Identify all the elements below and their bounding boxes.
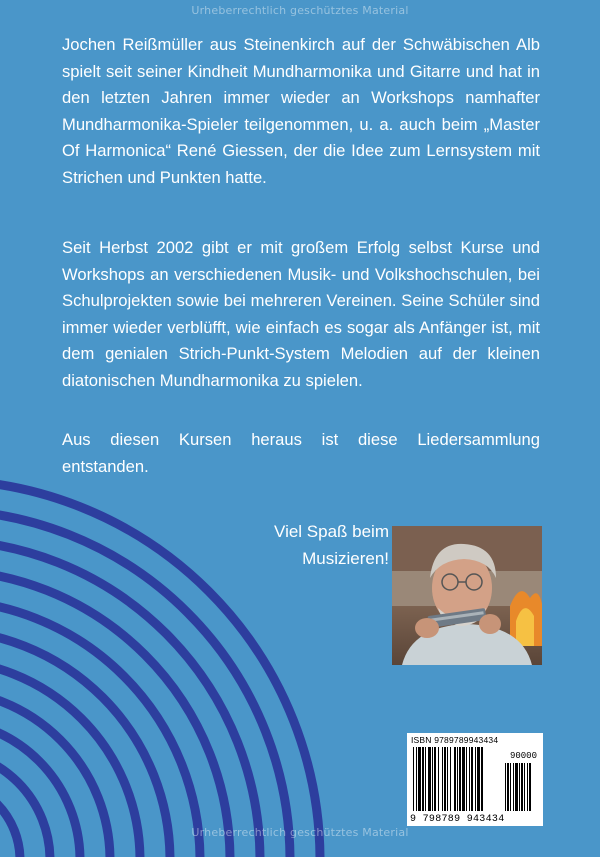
barcode-bar bbox=[442, 747, 443, 811]
barcode-bar bbox=[466, 747, 467, 811]
author-photo bbox=[392, 526, 542, 665]
addon-bar bbox=[507, 763, 509, 811]
addon-bar bbox=[524, 763, 525, 811]
courses-paragraph: Seit Herbst 2002 gibt er mit großem Erfolg selbst Kurse und Workshops an verschiedenen Musik- und Volkshochschulen, bei Schulprojekten sowie bei mehreren Vereinen. Seine Schüler sind immer wieder verblüfft, wie einfach es sogar als Anfänger ist, mit dem genialen Strich-Punkt-System Melodien auf der kleinen diatonischen Mundharmonika zu spielen. bbox=[62, 238, 540, 390]
author-bio-paragraph: Jochen Reißmüller aus Steinenkirch auf der Schwäbischen Alb spielt seit seiner Kindheit Mundharmonika und Gitarre und hat in den letzten Jahren immer wieder an Workshops namhafter Mundharmonika-Spieler teilgenommen, u. a. auch beim „Master Of Harmonica“ René Giessen, der die Idee zum Lernsystem mit Strichen und Punkten hatte. bbox=[62, 35, 540, 187]
isbn-label: ISBN 9789789943434 bbox=[411, 735, 499, 745]
barcode-bar bbox=[434, 747, 436, 811]
barcode-digits: 9 798789 943434 bbox=[410, 814, 505, 825]
barcode-bar bbox=[422, 747, 424, 811]
addon-bar bbox=[510, 763, 511, 811]
addon-bar bbox=[515, 763, 518, 811]
barcode-bar bbox=[475, 747, 476, 811]
greeting-text bbox=[215, 518, 389, 572]
barcode-bar bbox=[416, 747, 417, 811]
barcode-bar bbox=[432, 747, 433, 811]
addon-bar bbox=[519, 763, 520, 811]
copyright-watermark-bottom: Urheberrechtlich geschütztes Material bbox=[191, 826, 409, 839]
greeting-line-2: Musizieren! bbox=[302, 549, 389, 568]
barcode-bar bbox=[462, 747, 465, 811]
barcode-bar bbox=[481, 747, 483, 811]
barcode-bar bbox=[471, 747, 473, 811]
price-code: 90000 bbox=[509, 751, 537, 761]
barcode-bar bbox=[454, 747, 456, 811]
barcode-bar bbox=[418, 747, 421, 811]
barcode-bar bbox=[459, 747, 461, 811]
copyright-watermark-top: Urheberrechtlich geschütztes Material bbox=[191, 4, 409, 17]
isbn-barcode bbox=[407, 733, 543, 826]
barcode-bar bbox=[447, 747, 448, 811]
barcode-bar bbox=[457, 747, 458, 811]
greeting-line-1: Viel Spaß beim bbox=[274, 522, 389, 541]
barcode-bars bbox=[407, 733, 543, 826]
barcode-bar bbox=[425, 747, 426, 811]
addon-bar bbox=[521, 763, 523, 811]
barcode-bar bbox=[450, 747, 451, 811]
addon-bar bbox=[529, 763, 531, 811]
barcode-bar bbox=[477, 747, 480, 811]
arc-1 bbox=[0, 780, 20, 857]
barcode-bar bbox=[444, 747, 446, 811]
addon-bar bbox=[513, 763, 514, 811]
barcode-bar bbox=[413, 747, 414, 811]
barcode-bar bbox=[469, 747, 470, 811]
barcode-bar bbox=[438, 747, 439, 811]
origin-paragraph: Aus diesen Kursen heraus ist diese Liedersammlung entstanden. bbox=[62, 430, 540, 476]
addon-bar bbox=[505, 763, 506, 811]
arc-6 bbox=[0, 630, 170, 857]
barcode-bar bbox=[428, 747, 431, 811]
addon-bar bbox=[527, 763, 528, 811]
